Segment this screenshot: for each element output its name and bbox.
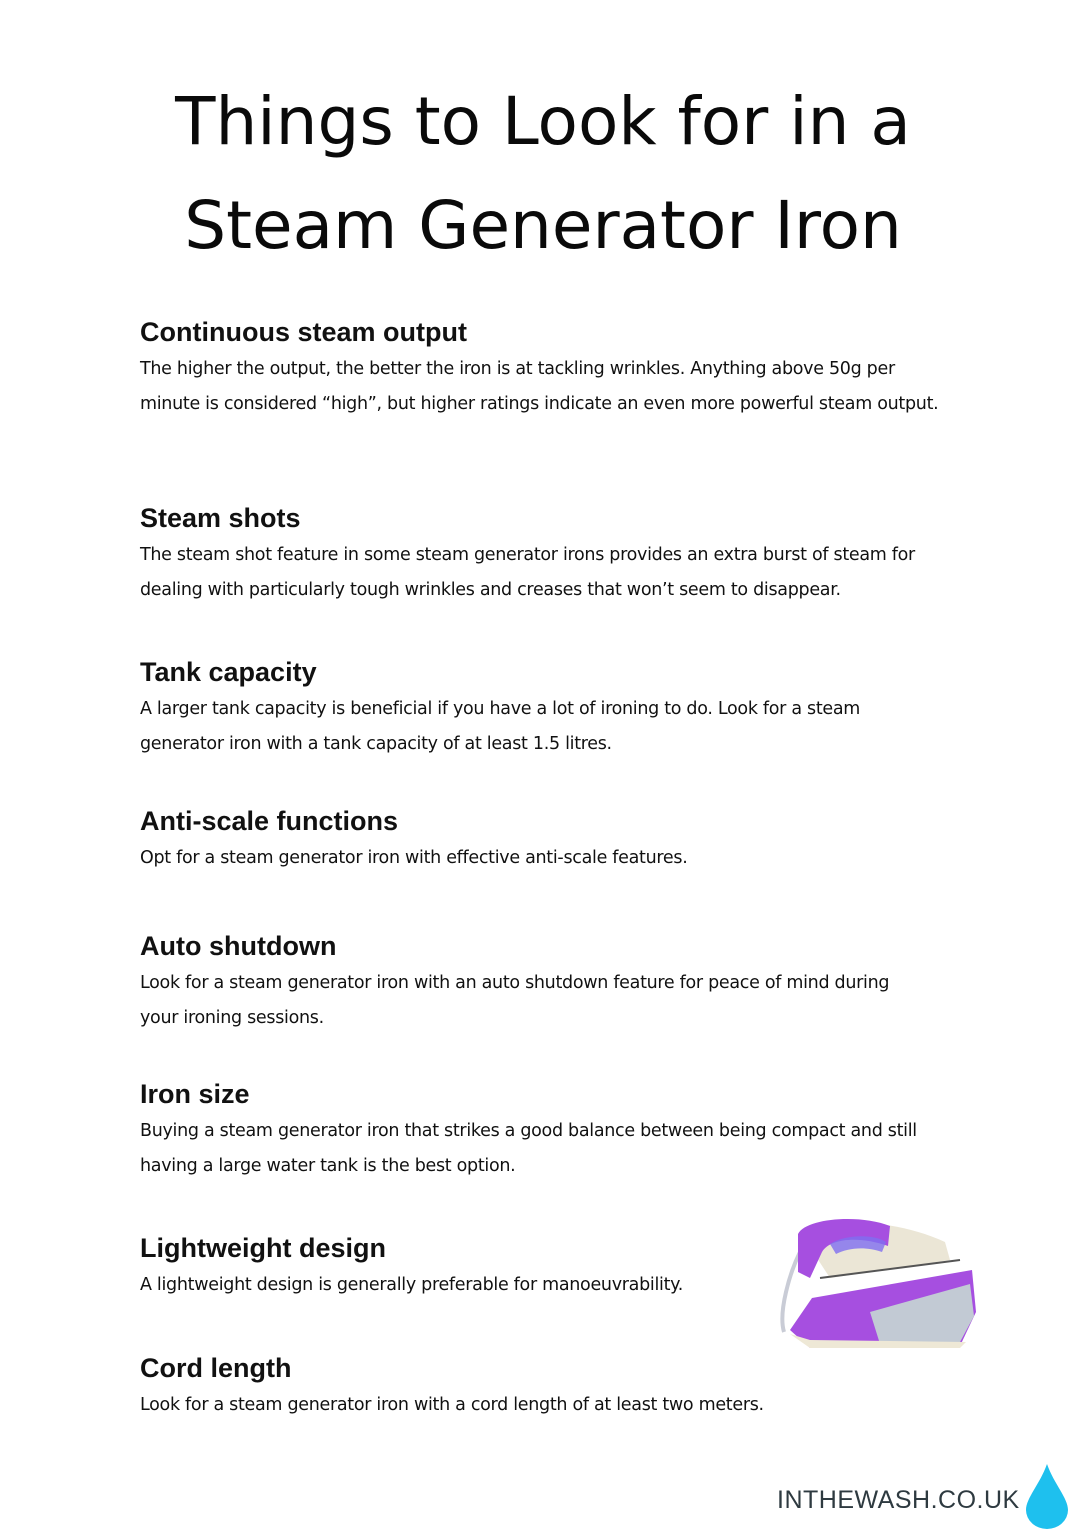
section-iron-size [140, 1078, 930, 1183]
section-body: A lightweight design is generally preferable for manoeuvrability. [140, 1275, 683, 1295]
section-body: Look for a steam generator iron with an auto shutdown feature for peace of mind during your ironing sessions. [140, 973, 890, 1028]
section-body: Buying a steam generator iron that strikes a good balance between being compact and still having a large water tank is the best option. [140, 1121, 917, 1176]
section-heading: Continuous steam output [140, 317, 467, 347]
section-tank-capacity [140, 656, 900, 761]
section-heading: Lightweight design [140, 1233, 386, 1263]
page-title [0, 70, 1086, 278]
section-steam-shots [140, 502, 930, 607]
section-heading: Anti-scale functions [140, 806, 399, 836]
section-heading: Tank capacity [140, 657, 317, 687]
section-auto-shutdown [140, 930, 930, 1035]
section-cord-length [140, 1352, 940, 1423]
section-body: Opt for a steam generator iron with effective anti-scale features. [140, 848, 688, 868]
section-heading: Auto shutdown [140, 931, 337, 961]
section-heading: Steam shots [140, 503, 301, 533]
water-drop-icon [1024, 1462, 1070, 1530]
section-body: The steam shot feature in some steam generator irons provides an extra burst of steam for dealing with particularly tough wrinkles and creases that won’t seem to disappear. [140, 545, 915, 600]
section-body: A larger tank capacity is beneficial if you have a lot of ironing to do. Look for a steam generator iron with a tank capacity of at least 1.5 litres. [140, 699, 861, 754]
section-heading: Iron size [140, 1079, 250, 1109]
title-line-1: Things to Look for in a [175, 83, 911, 160]
steam-iron-image [770, 1212, 980, 1352]
section-lightweight-design [140, 1232, 760, 1303]
section-continuous-steam-output [140, 316, 940, 421]
section-anti-scale-functions [140, 805, 940, 876]
section-body: Look for a steam generator iron with a cord length of at least two meters. [140, 1395, 764, 1415]
title-line-2: Steam Generator Iron [184, 187, 902, 264]
brand-logo-text: INTHEWASH.CO.UK [777, 1486, 1020, 1514]
section-heading: Cord length [140, 1353, 292, 1383]
section-body: The higher the output, the better the iron is at tackling wrinkles. Anything above 50g per minute is considered “high”, but higher ratings indicate an even more powerful steam output. [140, 359, 939, 414]
